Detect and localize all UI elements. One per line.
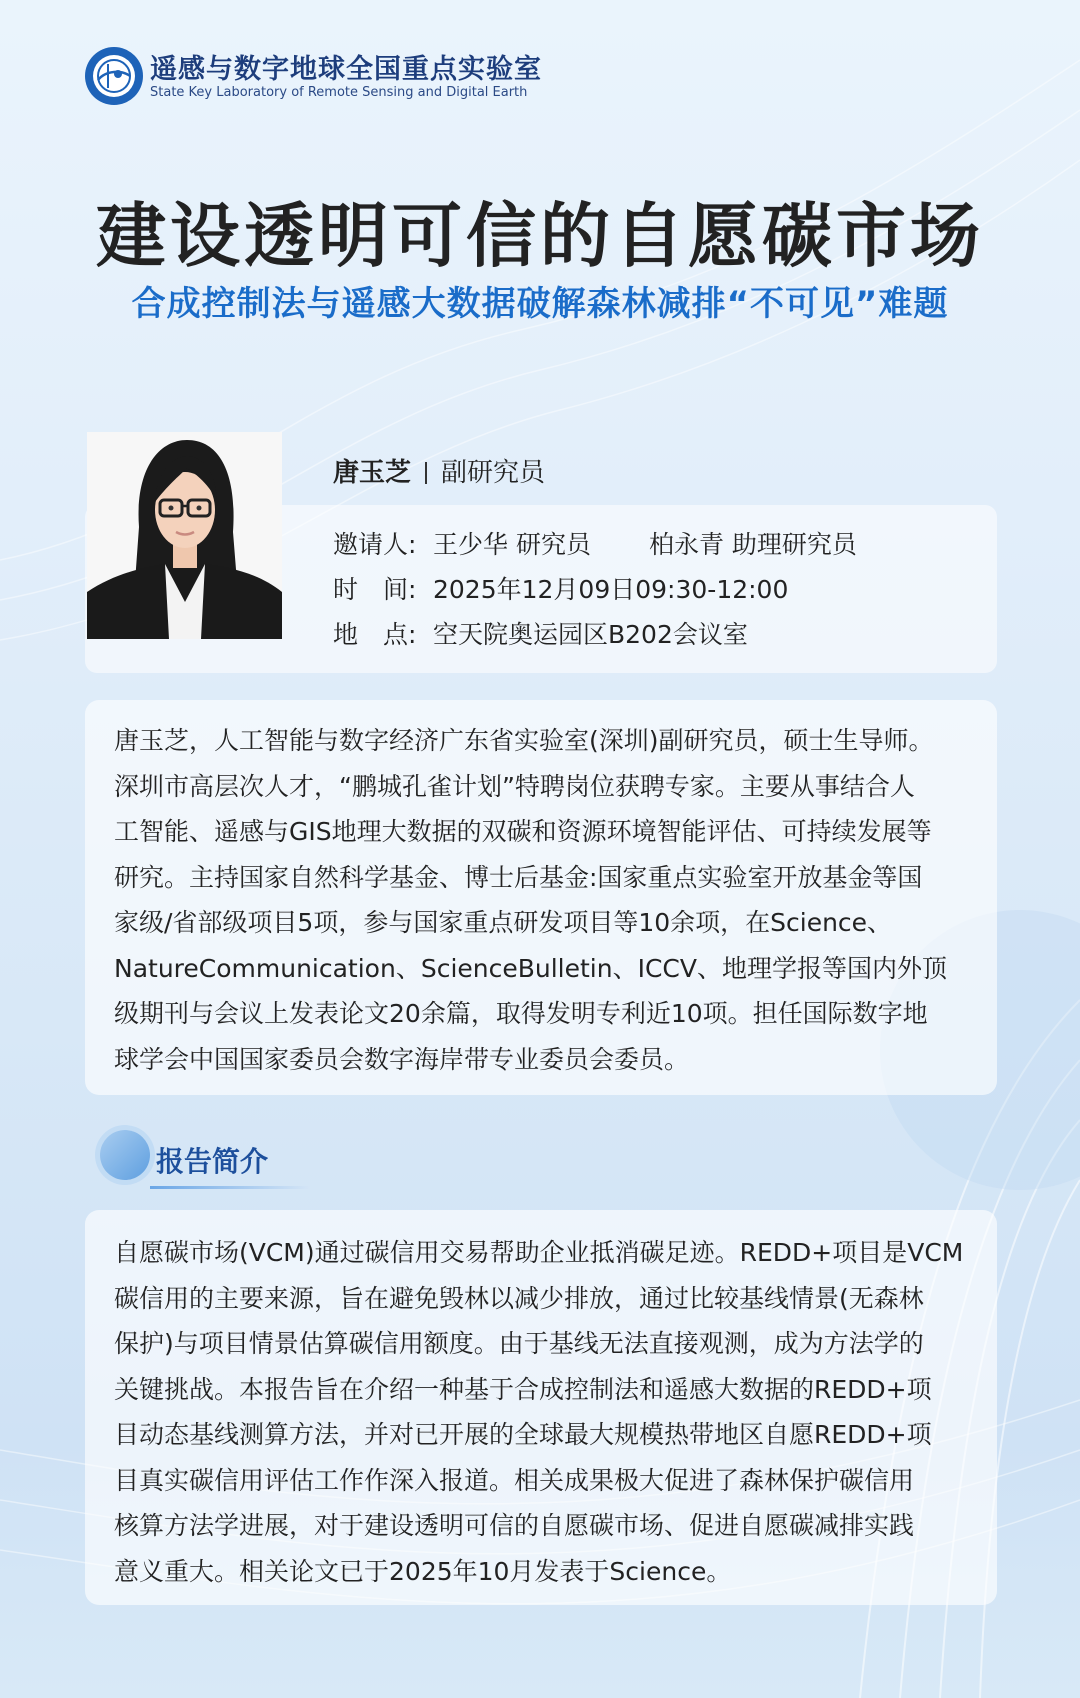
lab-name-en: State Key Laboratory of Remote Sensing and Digital Earth <box>150 85 528 100</box>
speaker-name-line <box>333 452 545 489</box>
abstract-line: 目动态基线测算方法，并对已开展的全球最大规模热带地区自愿REDD+项 <box>114 1420 932 1449</box>
name-divider <box>425 462 427 484</box>
bio-line: 深圳市高层次人才，“鹏城孔雀计划”特聘岗位获聘专家。主要从事结合人 <box>114 771 915 801</box>
page-subtitle: 合成控制法与遥感大数据破解森林减排“不可见”难题 <box>131 284 949 324</box>
bio-line: 唐玉芝，人工智能与数字经济广东省实验室(深圳)副研究员，硕士生导师。 <box>114 726 934 755</box>
speaker-bio <box>114 718 994 1082</box>
bio-line: 研究。主持国家自然科学基金、博士后基金:国家重点实验室开放基金等国 <box>114 862 923 892</box>
bio-line: 工智能、遥感与GIS地理大数据的双碳和资源环境智能评估、可持续发展等 <box>114 817 932 846</box>
speaker-position: 副研究员 <box>441 458 546 488</box>
abstract-text <box>114 1230 994 1594</box>
time-value: 2025年12月09日09:30-12:00 <box>433 575 789 604</box>
section-underline <box>150 1186 310 1189</box>
bio-line: NatureCommunication、ScienceBulletin、ICCV、地理学报等国内外顶 <box>114 953 947 983</box>
inviter-label: 邀请人: <box>333 530 417 559</box>
abstract-line: 关键挑战。本报告旨在介绍一种基于合成控制法和遥感大数据的REDD+项 <box>114 1374 932 1404</box>
abstract-line: 保护)与项目情景估算碳信用额度。由于基线无法直接观测，成为方法学的 <box>114 1329 924 1358</box>
inviter-row <box>333 525 857 561</box>
place-value: 空天院奥运园区B202会议室 <box>433 620 748 649</box>
speaker-name: 唐玉芝 <box>333 458 412 488</box>
abstract-line: 核算方法学进展，对于建设透明可信的自愿碳市场、促进自愿碳减排实践 <box>114 1511 915 1540</box>
lab-logo <box>84 46 144 106</box>
lab-name-cn: 遥感与数字地球全国重点实验室 <box>150 54 542 85</box>
place-row <box>333 615 748 651</box>
bio-line: 球学会中国国家委员会数字海岸带专业委员会委员。 <box>114 1044 690 1074</box>
inviter-2: 柏永青 助理研究员 <box>648 530 857 559</box>
time-row <box>333 570 788 606</box>
page-title: 建设透明可信的自愿碳市场 <box>96 195 984 277</box>
time-label: 时 间: <box>333 575 417 604</box>
abstract-line: 碳信用的主要来源，旨在避免毁林以减少排放，通过比较基线情景(无森林 <box>114 1283 924 1313</box>
bio-line: 级期刊与会议上发表论文20余篇，取得发明专利近10项。担任国际数字地 <box>114 999 928 1028</box>
abstract-line: 意义重大。相关论文已于2025年10月发表于Science。 <box>114 1556 732 1586</box>
bio-line: 家级/省部级项目5项，参与国家重点研发项目等10余项，在Science、 <box>114 908 893 937</box>
place-label: 地 点: <box>333 620 417 649</box>
section-marker-icon <box>100 1130 150 1180</box>
inviter-1: 王少华 研究员 <box>433 530 591 559</box>
speaker-photo <box>87 432 282 639</box>
abstract-line: 目真实碳信用评估工作作深入报道。相关成果极大促进了森林保护碳信用 <box>114 1465 915 1495</box>
section-title: 报告简介 <box>156 1145 269 1178</box>
abstract-line: 自愿碳市场(VCM)通过碳信用交易帮助企业抵消碳足迹。REDD+项目是VCM <box>114 1238 964 1267</box>
